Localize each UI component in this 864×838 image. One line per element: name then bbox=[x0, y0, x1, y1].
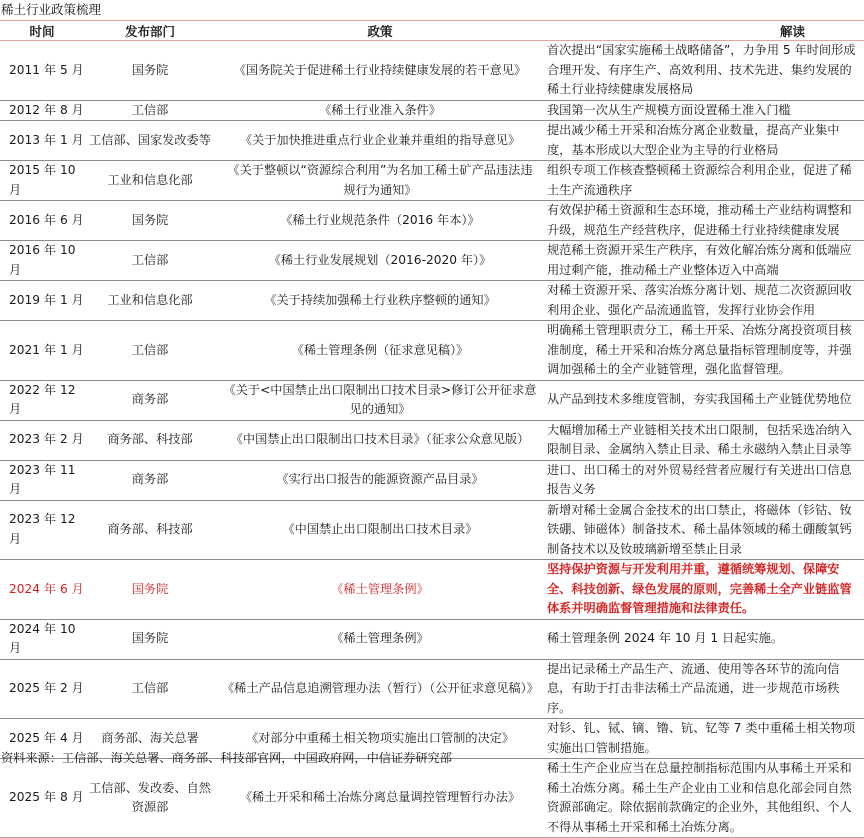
table-row bbox=[0, 241, 864, 281]
dept-cell: 工业和信息化部 bbox=[84, 161, 216, 201]
policy-cell: 《稀土行业规范条件（2016 年本）》 bbox=[216, 201, 544, 241]
table-row bbox=[0, 281, 864, 321]
table-body bbox=[0, 41, 864, 838]
dept-cell: 商务部、科技部 bbox=[84, 500, 216, 560]
table-row bbox=[0, 380, 864, 420]
note-cell: 对稀土资源开采、落实冶炼分离计划、规范二次资源回收利用企业、强化产品流通监管，发挥行业协会作用 bbox=[544, 281, 864, 321]
dept-cell: 国务院 bbox=[84, 560, 216, 620]
table-row bbox=[0, 121, 864, 161]
dept-cell: 工信部 bbox=[84, 241, 216, 281]
policy-cell: 《关于整顿以“资源综合利用”为名加工稀土矿产品违法违规行为通知》 bbox=[216, 161, 544, 201]
dept-cell: 工信部、国家发改委等 bbox=[84, 121, 216, 161]
time-cell: 2025 年 4 月 bbox=[0, 719, 84, 759]
dept-cell: 工信部 bbox=[84, 659, 216, 719]
policy-cell: 《稀土开采和稀土冶炼分离总量调控管理暂行办法》 bbox=[216, 759, 544, 838]
time-cell: 2025 年 8 月 bbox=[0, 759, 84, 838]
time-cell: 2021 年 1 月 bbox=[0, 321, 84, 381]
policy-cell: 《稀土管理条例（征求意见稿）》 bbox=[216, 321, 544, 381]
dept-cell: 商务部、科技部 bbox=[84, 420, 216, 460]
dept-cell: 商务部 bbox=[84, 380, 216, 420]
policy-cell: 《关于<中国禁止出口限制出口技术目录>修订公开征求意见的通知》 bbox=[216, 380, 544, 420]
policy-cell: 《稀土产品信息追溯管理办法（暂行）（公开征求意见稿）》 bbox=[216, 659, 544, 719]
note-cell: 提出记录稀土产品生产、流通、使用等各环节的流向信息，有助于打击非法稀土产品流通，进一步规范市场秩序。 bbox=[544, 659, 864, 719]
time-cell: 2012 年 8 月 bbox=[0, 100, 84, 121]
time-cell: 2016 年 10 月 bbox=[0, 241, 84, 281]
table-row bbox=[0, 500, 864, 560]
table-row bbox=[0, 41, 864, 101]
table-row bbox=[0, 759, 864, 838]
header-dept: 发布部门 bbox=[84, 21, 216, 41]
policy-cell: 《稀土管理条例》 bbox=[216, 560, 544, 620]
note-cell: 有效保护稀土资源和生态环境，推动稀土产业结构调整和升级，规范生产经营秩序，促进稀土行业持续健康发展 bbox=[544, 201, 864, 241]
time-cell: 2011 年 5 月 bbox=[0, 41, 84, 101]
time-cell: 2019 年 1 月 bbox=[0, 281, 84, 321]
time-cell: 2013 年 1 月 bbox=[0, 121, 84, 161]
time-cell: 2022 年 12 月 bbox=[0, 380, 84, 420]
header-time: 时间 bbox=[0, 21, 84, 41]
dept-cell: 国务院 bbox=[84, 619, 216, 659]
table-row bbox=[0, 161, 864, 201]
dept-cell: 工信部 bbox=[84, 321, 216, 381]
policy-cell: 《关于持续加强稀土行业秩序整顿的通知》 bbox=[216, 281, 544, 321]
note-cell: 组织专项工作核查整顿稀土资源综合利用企业，促进了稀土生产流通秩序 bbox=[544, 161, 864, 201]
note-cell: 提出减少稀土开采和冶炼分离企业数量，提高产业集中度，基本形成以大型企业为主导的行业格局 bbox=[544, 121, 864, 161]
dept-cell: 工信部、发改委、自然资源部 bbox=[84, 759, 216, 838]
policy-cell: 《稀土行业发展规划（2016-2020 年）》 bbox=[216, 241, 544, 281]
table-row bbox=[0, 460, 864, 500]
dept-cell: 工业和信息化部 bbox=[84, 281, 216, 321]
table-row bbox=[0, 619, 864, 659]
note-cell: 稀土生产企业应当在总量控制指标范围内从事稀土开采和稀土冶炼分离。稀土生产企业由工业和信息化部会同自然资源部确定。除依据前款确定的企业外，其他组织、个人不得从事稀土开采和稀土冶炼分离。 bbox=[544, 759, 864, 838]
note-cell: 从产品到技术多维度管制，夯实我国稀土产业链优势地位 bbox=[544, 380, 864, 420]
note-cell: 坚持保护资源与开发利用并重，遵循统筹规划、保障安全、科技创新、绿色发展的原则，完善稀土全产业链监管体系并明确监督管理措施和法律责任。 bbox=[544, 560, 864, 620]
note-cell: 新增对稀土金属合金技术的出口禁止，将磁体（钐钴、钕铁硼、铈磁体）制备技术、稀土晶体领域的稀土硼酸氧钙制备技术以及钕玻璃新增至禁止目录 bbox=[544, 500, 864, 560]
table-header-row bbox=[0, 21, 864, 41]
time-cell: 2023 年 12 月 bbox=[0, 500, 84, 560]
note-cell: 对钐、钆、铽、镝、镥、钪、钇等 7 类中重稀土相关物项实施出口管制措施。 bbox=[544, 719, 864, 759]
dept-cell: 国务院 bbox=[84, 41, 216, 101]
time-cell: 2015 年 10 月 bbox=[0, 161, 84, 201]
policy-table bbox=[0, 20, 864, 838]
table-row bbox=[0, 201, 864, 241]
policy-cell: 《稀土行业准入条件》 bbox=[216, 100, 544, 121]
note-cell: 明确稀土管理职责分工，稀土开采、冶炼分离投资项目核准制度，稀土开采和冶炼分离总量指标管理制度等，并强调加强稀土的全产业链管理，强化监督管理。 bbox=[544, 321, 864, 381]
time-cell: 2023 年 11 月 bbox=[0, 460, 84, 500]
note-cell: 规范稀土资源开采生产秩序，有效化解冶炼分离和低端应用过剩产能，推动稀土产业整体迈入中高端 bbox=[544, 241, 864, 281]
table-row bbox=[0, 100, 864, 121]
note-cell: 进口、出口稀土的对外贸易经营者应履行有关进出口信息报告义务 bbox=[544, 460, 864, 500]
header-note: 解读 bbox=[544, 21, 864, 41]
time-cell: 2023 年 2 月 bbox=[0, 420, 84, 460]
header-policy: 政策 bbox=[216, 21, 544, 41]
note-cell: 我国第一次从生产规模方面设置稀土准入门槛 bbox=[544, 100, 864, 121]
table-row bbox=[0, 560, 864, 620]
dept-cell: 工信部 bbox=[84, 100, 216, 121]
policy-cell: 《对部分中重稀土相关物项实施出口管制的决定》 bbox=[216, 719, 544, 759]
policy-cell: 《稀土管理条例》 bbox=[216, 619, 544, 659]
time-cell: 2016 年 6 月 bbox=[0, 201, 84, 241]
note-cell: 首次提出“国家实施稀土战略储备”，力争用 5 年时间形成合理开发、有序生产、高效利用、技术先进、集约发展的稀土行业持续健康发展格局 bbox=[544, 41, 864, 101]
table-title: 稀土行业政策梳理 bbox=[1, 2, 102, 17]
dept-cell: 商务部、海关总署 bbox=[84, 719, 216, 759]
note-cell: 大幅增加稀土产业链相关技术出口限制，包括采选冶纳入限制目录、金属纳入禁止目录、稀土永磁纳入禁止目录等 bbox=[544, 420, 864, 460]
table-row bbox=[0, 321, 864, 381]
note-cell: 稀土管理条例 2024 年 10 月 1 日起实施。 bbox=[544, 619, 864, 659]
dept-cell: 商务部 bbox=[84, 460, 216, 500]
time-cell: 2025 年 2 月 bbox=[0, 659, 84, 719]
policy-cell: 《中国禁止出口限制出口技术目录》（征求公众意见版） bbox=[216, 420, 544, 460]
time-cell: 2024 年 10 月 bbox=[0, 619, 84, 659]
policy-cell: 《国务院关于促进稀土行业持续健康发展的若干意见》 bbox=[216, 41, 544, 101]
table-row bbox=[0, 659, 864, 719]
policy-cell: 《实行出口报告的能源资源产品目录》 bbox=[216, 460, 544, 500]
dept-cell: 国务院 bbox=[84, 201, 216, 241]
table-row bbox=[0, 420, 864, 460]
policy-cell: 《中国禁止出口限制出口技术目录》 bbox=[216, 500, 544, 560]
source-note: 资料来源：工信部、海关总署、商务部、科技部官网，中国政府网，中信证券研究部 bbox=[1, 751, 452, 765]
time-cell: 2024 年 6 月 bbox=[0, 560, 84, 620]
policy-cell: 《关于加快推进重点行业企业兼并重组的指导意见》 bbox=[216, 121, 544, 161]
